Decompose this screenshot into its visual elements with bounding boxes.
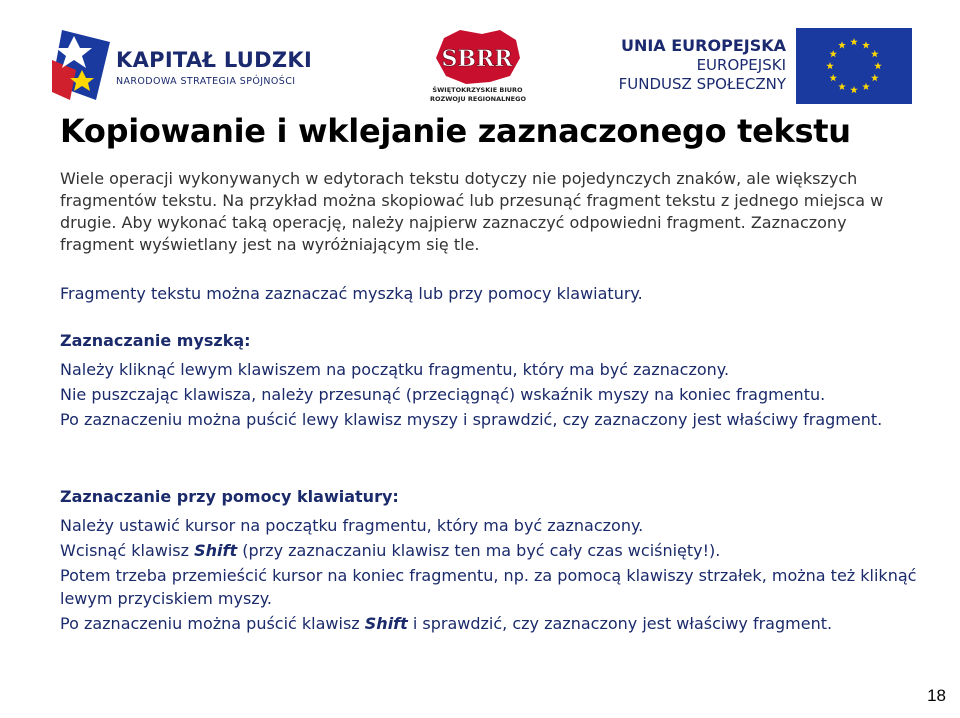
keyboard-step-4 [60, 612, 920, 635]
intro-paragraph [60, 168, 920, 256]
fragments-paragraph [60, 282, 920, 305]
sbrr-subtitle-line-1: ŚWIĘTOKRZYSKIE BIURO [432, 86, 523, 94]
sbrr-mark-icon [430, 28, 525, 86]
keyboard-step-4-post: i sprawdzić, czy zaznaczony jest właściwy fragment. [407, 614, 833, 633]
page-number: 18 [927, 686, 946, 705]
mouse-heading: Zaznaczanie myszką: [60, 331, 251, 350]
sbrr-subtitle-line-2: ROZWOJU REGIONALNEGO [430, 95, 526, 103]
intro-text: Wiele operacji wykonywanych w edytorach tekstu dotyczy nie pojedynczych znaków, ale większych fragmentów tekstu. Na przykład można skopiować lub przesunąć fragment tekstu z jednego miejsca w drugie. Aby wykonać taką operację, należy najpierw zaznaczyć odpowiedni fragment. Zaznaczony fragment wyświetlany jest na wyróżniającym się tle. [60, 169, 884, 254]
mouse-step-3: Po zaznaczeniu można puścić lewy klawisz myszy i sprawdzić, czy zaznaczony jest właściwy fragment. [60, 410, 883, 429]
eu-flag-icon [796, 28, 912, 104]
slide-title: Kopiowanie i wklejanie zaznaczonego tekstu [60, 112, 851, 150]
keyboard-step-4-pre: Po zaznaczeniu można puścić klawisz [60, 614, 365, 633]
fragments-text: Fragmenty tekstu można zaznaczać myszką lub przy pomocy klawiatury. [60, 284, 643, 303]
mouse-step-2: Nie puszczając klawisza, należy przesunąć (przeciągnąć) wskaźnik myszy na koniec fragmentu. [60, 385, 826, 404]
keyboard-step-2-pre: Wcisnąć klawisz [60, 541, 195, 560]
keyboard-step-2-post: (przy zaznaczaniu klawisz ten ma być cały czas wciśnięty!). [237, 541, 721, 560]
shift-key-label: Shift [194, 541, 238, 560]
sbrr-logo-text: SBRR [441, 46, 513, 72]
sbrr-subtitle [430, 86, 525, 104]
sbrr-logo [430, 28, 525, 104]
eu-line-2: EUROPEJSKI [696, 56, 786, 74]
mouse-section [60, 329, 920, 431]
keyboard-section [60, 485, 920, 635]
eu-line-3: FUNDUSZ SPOŁECZNY [618, 75, 786, 93]
keyboard-step-3: Potem trzeba przemieścić kursor na koniec fragmentu, np. za pomocą klawiszy strzałek, można też kliknąć lewym przyciskiem myszy. [60, 566, 917, 608]
keyboard-step-1: Należy ustawić kursor na początku fragmentu, który ma być zaznaczony. [60, 516, 644, 535]
eu-logo [620, 28, 912, 104]
kapital-ludzki-logo [52, 30, 313, 100]
kapital-ludzki-subtitle: NARODOWA STRATEGIA SPÓJNOŚCI [116, 76, 296, 87]
eu-line-1: UNIA EUROPEJSKA [620, 36, 786, 55]
keyboard-step-2 [60, 539, 920, 562]
kapital-ludzki-mark-icon [52, 30, 110, 100]
shift-key-label-2: Shift [364, 614, 408, 633]
mouse-step-1: Należy kliknąć lewym klawiszem na początku fragmentu, który ma być zaznaczony. [60, 360, 730, 379]
kapital-ludzki-title: KAPITAŁ LUDZKI [116, 48, 313, 72]
eu-logo-text [619, 36, 786, 94]
keyboard-heading: Zaznaczanie przy pomocy klawiatury: [60, 487, 399, 506]
